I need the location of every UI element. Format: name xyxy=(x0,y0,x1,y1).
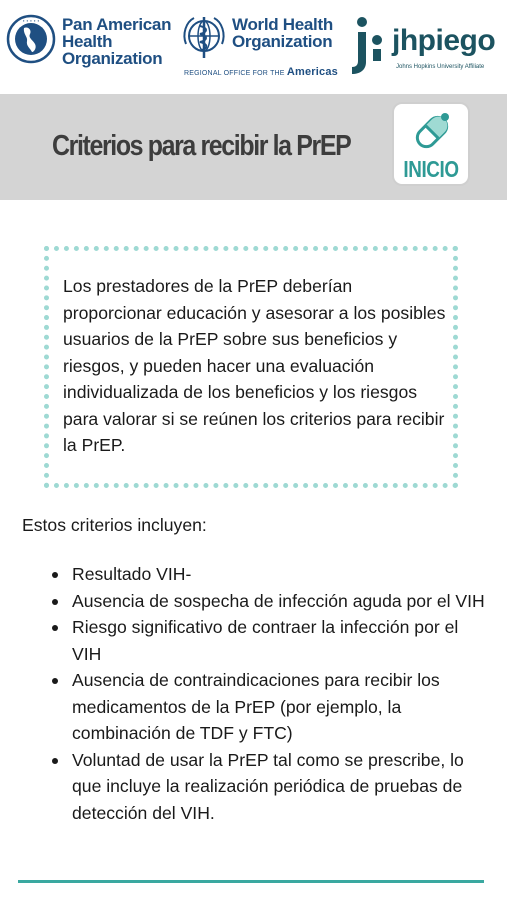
list-item: Voluntad de usar la PrEP tal como se prescribe, lo que incluye la realización periódica de pruebas de detección del VIH. xyxy=(72,747,492,827)
who-line-1: World Health xyxy=(232,15,333,34)
criteria-list xyxy=(72,561,492,826)
paho-line-3: Organization xyxy=(62,49,163,68)
paho-line-1: Pan American xyxy=(62,15,172,34)
bottom-divider xyxy=(18,880,484,883)
who-sub-small: REGIONAL OFFICE FOR THE xyxy=(184,70,285,77)
who-wordmark xyxy=(232,16,333,50)
page-title: Criterios para recibir la PrEP xyxy=(52,130,351,162)
info-box xyxy=(44,246,458,488)
jhpiego-subtitle: Johns Hopkins University Affiliate xyxy=(396,64,485,70)
who-sub-big: Americas xyxy=(286,66,338,78)
paho-globe-icon xyxy=(6,14,56,64)
criteria-intro: Estos criterios incluyen: xyxy=(22,515,207,535)
info-text: Los prestadores de la PrEP deberían proporcionar educación y asesorar a los posibles usuarios de la PrEP sobre sus beneficios y riesgos, y pueden hacer una evaluación individualizada de los beneficios y los riesgos para valorar si se reúnen los criterios para recibir la PrEP. xyxy=(63,276,446,455)
home-button[interactable] xyxy=(392,102,470,186)
jhpiego-wordmark: jhpiego xyxy=(392,24,496,57)
who-regional-subtitle xyxy=(184,66,338,78)
list-item: Riesgo significativo de contraer la infección por el VIH xyxy=(72,614,492,667)
title-band xyxy=(0,94,507,200)
who-line-2: Organization xyxy=(232,32,333,51)
jhpiego-mark-icon xyxy=(348,14,388,76)
who-logo xyxy=(180,8,340,80)
paho-logo xyxy=(6,8,176,80)
pill-icon xyxy=(411,110,453,154)
list-item: Resultado VIH- xyxy=(72,561,492,588)
who-emblem-icon xyxy=(180,14,228,64)
home-button-label: INICIO xyxy=(403,156,459,182)
svg-text:• • • • •: • • • • • xyxy=(22,18,40,24)
paho-wordmark xyxy=(62,16,171,67)
logo-bar xyxy=(0,0,507,88)
list-item: Ausencia de contraindicaciones para recibir los medicamentos de la PrEP (por ejemplo, la combinación de TDF y FTC) xyxy=(72,667,492,747)
paho-line-2: Health xyxy=(62,32,113,51)
list-item: Ausencia de sospecha de infección aguda por el VIH xyxy=(72,588,492,615)
jhpiego-logo xyxy=(348,8,503,80)
